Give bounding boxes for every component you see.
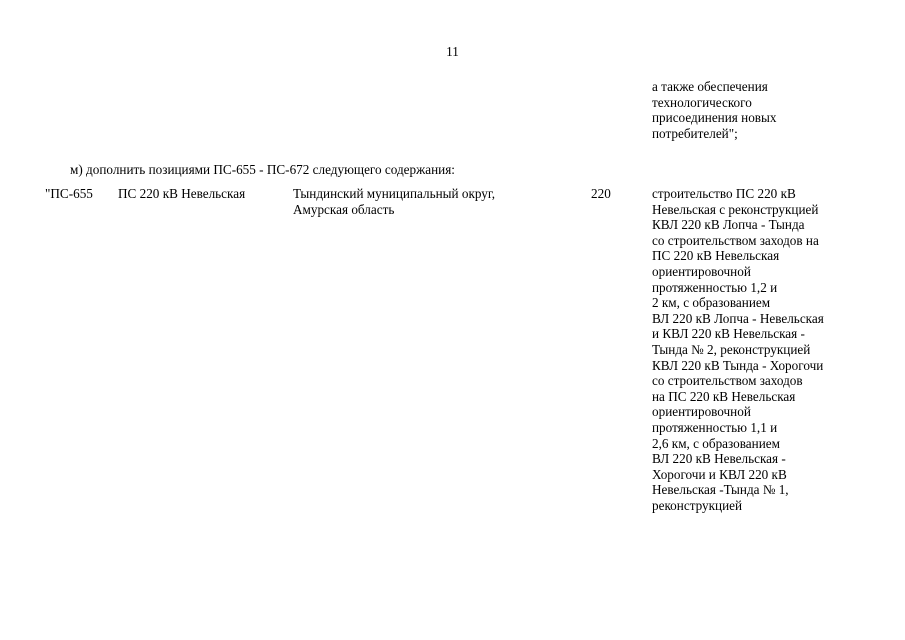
amendment-intro: м) дополнить позициями ПС-655 - ПС-672 следующего содержания: [70,162,455,177]
description-line: КВЛ 220 кВ Лопча - Тында [652,217,805,233]
description-line: Хорогочи и КВЛ 220 кВ [652,466,787,482]
continued-description-line: присоединения новых [652,110,777,126]
description-line: ориентировочной [652,263,751,279]
description-line: ПС 220 кВ Невельская [652,248,780,264]
description-line: КВЛ 220 кВ Тында - Хорогочи [652,357,824,373]
description-line: со строительством заходов на [652,232,819,248]
description-line: со строительством заходов [652,373,803,389]
page-number: 11 [446,44,459,59]
description-line: Тында № 2, реконструкцией [652,341,811,357]
description-line: 2 км, с образованием [652,295,771,311]
description-line: протяженностью 1,2 и [652,279,778,295]
description-line: реконструкцией [652,497,743,513]
description-line: на ПС 220 кВ Невельская [652,388,796,404]
description-line: Невельская -Тында № 1, [652,482,789,498]
description-line: Невельская с реконструкцией [652,201,819,217]
description-line: ВЛ 220 кВ Лопча - Невельская [652,310,824,326]
continued-description [652,79,776,141]
description-line: строительство ПС 220 кВ [652,186,796,201]
substation-name: ПС 220 кВ Невельская [118,186,246,201]
description-line: ВЛ 220 кВ Невельская - [652,451,786,467]
location-line: Амурская область [293,201,395,217]
location [293,186,495,217]
description-line: 2,6 км, с образованием [652,435,780,451]
description-line: ориентировочной [652,404,751,420]
description-line: и КВЛ 220 кВ Невельская - [652,326,805,342]
continued-description-line: потребителей"; [652,125,738,141]
description-line: протяженностью 1,1 и [652,419,778,435]
continued-description-line: технологического [652,94,752,110]
location-line: Тындинский муниципальный округ, [293,186,496,201]
description [652,186,824,513]
voltage: 220 [591,186,611,201]
continued-description-line: а также обеспечения [652,79,768,94]
position-number: "ПС-655 [45,186,93,201]
